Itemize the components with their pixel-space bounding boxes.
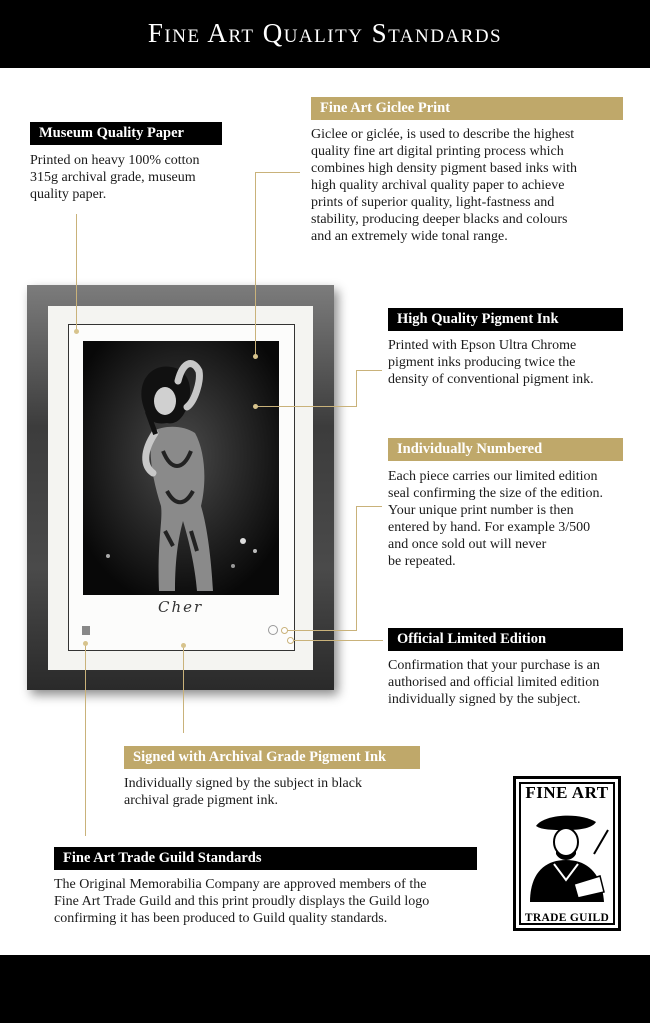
text-line: Each piece carries our limited edition xyxy=(388,469,598,484)
text-line: stability, producing deeper blacks and colours xyxy=(311,212,568,227)
text-line: Printed with Epson Ultra Chrome xyxy=(388,338,577,353)
text-line: combines high density pigment based inks with xyxy=(311,161,577,176)
page-footer xyxy=(0,955,650,1023)
text-line: archival grade pigment ink. xyxy=(124,793,278,808)
text-line: The Original Memorabilia Company are approved members of the xyxy=(54,877,427,892)
leader-line xyxy=(76,214,77,330)
leader-dot xyxy=(181,643,186,648)
giclee-label: Fine Art Giclee Print xyxy=(311,97,623,120)
pigment-ink-text xyxy=(388,337,643,388)
leader-line xyxy=(255,172,300,173)
text-line: 315g archival grade, museum xyxy=(30,170,196,185)
leader-line xyxy=(356,506,357,631)
text-line: density of conventional pigment ink. xyxy=(388,372,594,387)
text-line: Printed on heavy 100% cotton xyxy=(30,153,200,168)
text-line: entered by hand. For example 3/500 xyxy=(388,520,591,535)
text-line: Your unique print number is then xyxy=(388,503,574,518)
page-title: Fine Art Quality Standards xyxy=(147,18,503,48)
text-line: quality fine art digital printing process which xyxy=(311,144,564,159)
text-line: seal confirming the size of the edition. xyxy=(388,486,603,501)
logo-bottom-text: TRADE GUILD xyxy=(524,912,610,924)
leader-line xyxy=(257,406,357,407)
leader-dot xyxy=(83,641,88,646)
text-line: pigment inks producing twice the xyxy=(388,355,576,370)
leader-dot xyxy=(253,354,258,359)
text-line: Fine Art Trade Guild and this print proudly displays the Guild logo xyxy=(54,894,430,909)
print-signature: Cher xyxy=(158,598,204,616)
limited-edition-text xyxy=(388,657,643,708)
leader-line xyxy=(356,506,382,507)
signed-text xyxy=(124,775,444,809)
leader-line xyxy=(85,644,86,836)
text-line: individually signed by the subject. xyxy=(388,692,581,707)
text-line: Confirmation that your purchase is an xyxy=(388,658,600,673)
print-photo xyxy=(83,341,279,595)
text-line: and once sold out will never xyxy=(388,537,547,552)
leader-dot xyxy=(253,404,258,409)
text-line: and an extremely wide tonal range. xyxy=(311,229,508,244)
text-line: Giclee or giclée, is used to describe the highest xyxy=(311,127,575,142)
guild-stamp-mark xyxy=(82,626,90,635)
leader-line xyxy=(255,172,256,356)
page-header xyxy=(0,0,650,68)
edition-seal-mark xyxy=(268,625,278,635)
text-line: authorised and official limited edition xyxy=(388,675,600,690)
logo-top-text: FINE ART xyxy=(525,783,609,802)
leader-line xyxy=(287,630,356,631)
text-line: prints of superior quality, light-fastness and xyxy=(311,195,555,210)
leader-dot xyxy=(74,329,79,334)
guild-portrait-icon xyxy=(516,804,618,904)
numbered-text xyxy=(388,468,643,570)
text-line: Individually signed by the subject in black xyxy=(124,776,362,791)
giclee-text xyxy=(311,126,641,245)
guild-label: Fine Art Trade Guild Standards xyxy=(54,847,477,870)
limited-edition-label: Official Limited Edition xyxy=(388,628,623,651)
performer-image xyxy=(83,341,279,595)
museum-paper-text xyxy=(30,152,230,203)
leader-line xyxy=(356,370,382,371)
museum-paper-label: Museum Quality Paper xyxy=(30,122,222,145)
leader-ring xyxy=(281,627,288,634)
pigment-ink-label: High Quality Pigment Ink xyxy=(388,308,623,331)
text-line: be repeated. xyxy=(388,554,456,569)
leader-line xyxy=(293,640,383,641)
leader-line xyxy=(183,646,184,733)
signed-label: Signed with Archival Grade Pigment Ink xyxy=(124,746,420,769)
text-line: high quality archival quality paper to achieve xyxy=(311,178,565,193)
text-line: confirming it has been produced to Guild quality standards. xyxy=(54,911,388,926)
fine-art-trade-guild-logo xyxy=(513,776,621,931)
text-line: quality paper. xyxy=(30,187,107,202)
numbered-label: Individually Numbered xyxy=(388,438,623,461)
guild-text xyxy=(54,876,494,927)
leader-line xyxy=(356,370,357,407)
leader-ring xyxy=(287,637,294,644)
